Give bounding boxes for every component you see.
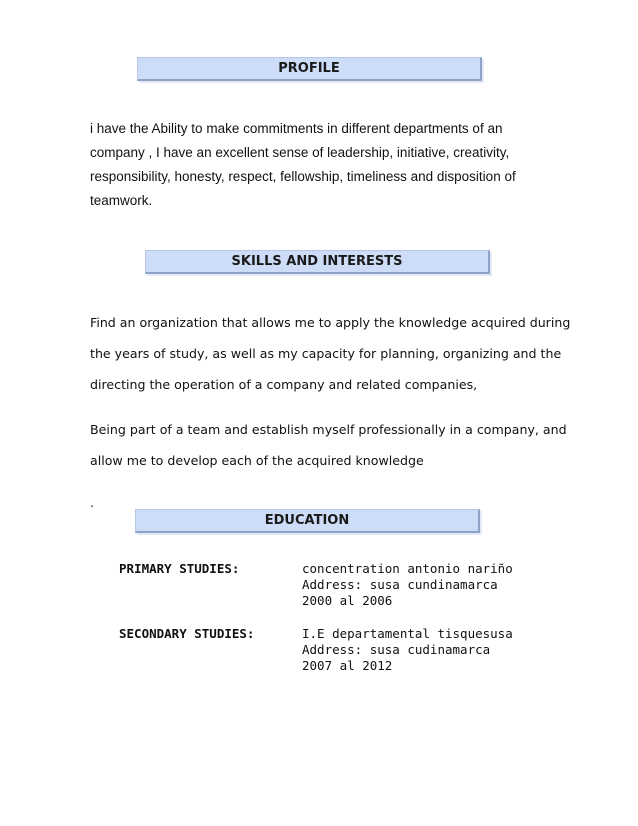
secondary-address: Address: susa cudinamarca (302, 642, 491, 657)
skills-line: directing the operation of a company and related companies, (90, 377, 478, 392)
skills-dot: . (90, 495, 95, 510)
secondary-years: 2007 al 2012 (302, 658, 393, 673)
profile-line: i have the Ability to make commitments in different departments of an (90, 121, 503, 136)
secondary-studies-label: SECONDARY STUDIES: (119, 626, 255, 641)
skills-line: the years of study, as well as my capacity for planning, organizing and the (90, 346, 562, 361)
profile-line: teamwork. (90, 193, 153, 208)
skills-line: allow me to develop each of the acquired knowledge (90, 453, 424, 468)
secondary-school: I.E departamental tisquesusa (302, 626, 513, 641)
skills-heading: SKILLS AND INTERESTS (145, 250, 490, 274)
primary-years: 2000 al 2006 (302, 593, 393, 608)
primary-school: concentration antonio nariño (302, 561, 513, 576)
skills-line: Find an organization that allows me to apply the knowledge acquired during (90, 315, 571, 330)
skills-line: Being part of a team and establish myself professionally in a company, and (90, 422, 567, 437)
education-heading: EDUCATION (135, 509, 480, 533)
profile-line: responsibility, honesty, respect, fellowship, timeliness and disposition of (90, 169, 516, 184)
profile-line: company , I have an excellent sense of leadership, initiative, creativity, (90, 145, 510, 160)
primary-studies-label: PRIMARY STUDIES: (119, 561, 240, 576)
primary-address: Address: susa cundinamarca (302, 577, 498, 592)
profile-heading: PROFILE (137, 57, 482, 81)
